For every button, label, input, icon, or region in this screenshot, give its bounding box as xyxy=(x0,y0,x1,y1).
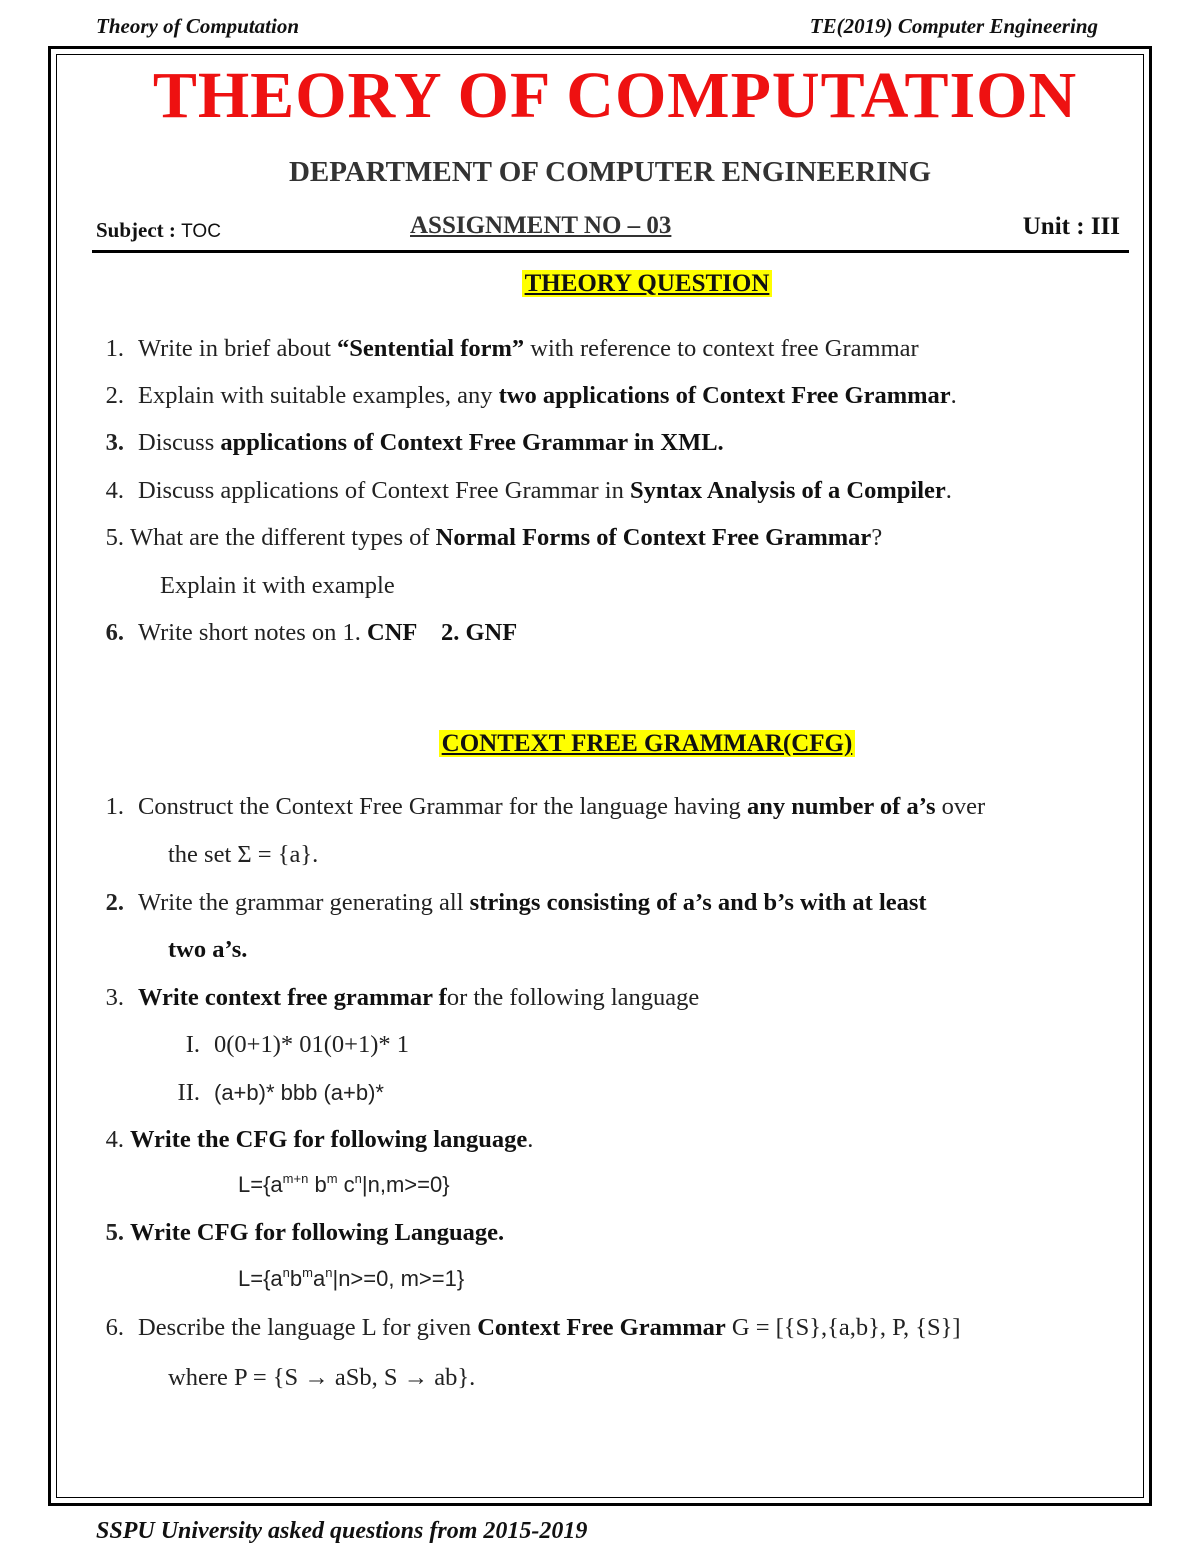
expression: (a+b)* bbb (a+b)* xyxy=(214,1080,384,1105)
question-text: over xyxy=(935,793,986,820)
formula-part: |n>=0, m>=1} xyxy=(332,1266,465,1291)
formula-part: b xyxy=(289,1266,303,1291)
theory-question-1 xyxy=(80,335,919,363)
question-number: 4. xyxy=(105,477,124,504)
question-text: Write the grammar generating all xyxy=(138,889,470,916)
question-text: Write short notes on 1. xyxy=(138,619,368,646)
question-text: . xyxy=(950,382,957,409)
question-number: 2. xyxy=(105,382,124,409)
cfg-question-4 xyxy=(80,1126,533,1154)
formula-exponent: n xyxy=(354,1171,362,1186)
question-number: 1. xyxy=(105,335,124,362)
formula-exponent: n xyxy=(325,1265,333,1280)
question-emphasis: Write context free grammar f xyxy=(138,984,447,1011)
question-number: 6. xyxy=(105,1314,124,1341)
question-number: 6. xyxy=(105,619,124,646)
running-header-left: Theory of Computation xyxy=(96,14,300,38)
cfg-question-2-line2 xyxy=(168,936,247,964)
cfg-question-3 xyxy=(80,984,699,1012)
unit-label: Unit : xyxy=(1022,213,1085,240)
theory-question-3 xyxy=(80,429,724,457)
theory-section-heading xyxy=(0,270,1200,298)
formula-part: L={a xyxy=(238,1172,283,1197)
question-text: Construct the Context Free Grammar for the language having xyxy=(138,793,747,820)
assignment-number: ASSIGNMENT NO – 03 xyxy=(410,212,672,239)
question-text: Discuss applications of Context Free Grammar in xyxy=(138,477,630,504)
cfg-question-2 xyxy=(80,889,927,917)
formula-part: a xyxy=(313,1266,326,1291)
formula-exponent: m xyxy=(302,1265,313,1280)
question-text: G = [{S},{a,b}, P, {S}] xyxy=(725,1314,961,1341)
question-number: 5. xyxy=(105,1219,124,1246)
question-number: 3. xyxy=(105,429,124,456)
question-emphasis: Write CFG for following Language. xyxy=(130,1219,505,1246)
subject-label: Subject : xyxy=(96,218,176,242)
cfg-question-5-formula xyxy=(238,1266,464,1292)
formula-exponent: n xyxy=(282,1265,290,1280)
question-number: 3. xyxy=(105,984,124,1011)
question-text: or the following language xyxy=(446,984,700,1011)
theory-question-5 xyxy=(80,524,882,552)
question-emphasis: Context Free Grammar xyxy=(477,1314,726,1341)
question-emphasis: “Sentential form” xyxy=(337,335,525,362)
subject-value: TOC xyxy=(181,221,221,242)
cfg-question-4-formula xyxy=(238,1172,450,1198)
cfg-question-3-item-2 xyxy=(150,1079,384,1107)
question-emphasis: Syntax Analysis of a Compiler xyxy=(629,477,946,504)
question-text: Describe the language L for given xyxy=(138,1314,478,1341)
cfg-question-1 xyxy=(80,793,985,821)
question-emphasis: Write the CFG for following language xyxy=(130,1126,528,1153)
question-text: . xyxy=(527,1126,534,1153)
formula-exponent: m+n xyxy=(282,1171,309,1186)
theory-question-2 xyxy=(80,382,957,410)
roman-numeral: I. xyxy=(185,1031,200,1058)
question-emphasis: any number of a’s xyxy=(746,793,936,820)
question-text: ? xyxy=(871,524,883,551)
cfg-heading-text: CONTEXT FREE GRAMMAR(CFG) xyxy=(439,730,856,757)
question-emphasis: applications of Context Free Grammar in XML. xyxy=(220,429,724,456)
formula-part: c xyxy=(337,1172,355,1197)
unit-value: III xyxy=(1090,213,1120,240)
question-number: 4. xyxy=(105,1126,124,1153)
unit-line xyxy=(1023,213,1120,241)
question-emphasis: two applications of Context Free Grammar xyxy=(498,382,951,409)
page-footer: SSPU University asked questions from 2015-2019 xyxy=(96,1518,588,1544)
question-emphasis: CNF 2. GNF xyxy=(367,619,518,646)
theory-question-6 xyxy=(80,619,517,647)
question-number: 2. xyxy=(105,889,124,916)
formula-part: |n,m>=0} xyxy=(361,1172,450,1197)
question-number: 5. xyxy=(105,524,124,551)
running-header-right: TE(2019) Computer Engineering xyxy=(809,14,1098,38)
question-text: What are the different types of xyxy=(130,524,436,551)
subject-line xyxy=(96,218,221,243)
department-heading: DEPARTMENT OF COMPUTER ENGINEERING xyxy=(288,156,932,188)
theory-question-4 xyxy=(80,477,952,505)
question-text: . xyxy=(945,477,952,504)
cfg-question-5 xyxy=(80,1219,504,1247)
roman-numeral: II. xyxy=(177,1079,200,1106)
question-emphasis: strings consisting of a’s and b’s with at least xyxy=(469,889,927,916)
cfg-question-6-line2: where P = {S → aSb, S → ab}. xyxy=(168,1364,476,1391)
question-emphasis: Normal Forms of Context Free Grammar xyxy=(435,524,872,551)
question-text: Explain with suitable examples, any xyxy=(138,382,499,409)
header-divider xyxy=(92,250,1129,253)
question-emphasis: two a’s. xyxy=(168,936,248,963)
expression: 0(0+1)* 01(0+1)* 1 xyxy=(214,1031,410,1058)
formula-part: b xyxy=(308,1172,327,1197)
question-text: with reference to context free Grammar xyxy=(524,335,919,362)
page-title: THEORY OF COMPUTATION xyxy=(152,59,1078,132)
formula-part: L={a xyxy=(238,1266,283,1291)
question-number: 1. xyxy=(105,793,124,820)
formula-exponent: m xyxy=(326,1171,338,1186)
question-text: Write in brief about xyxy=(138,335,338,362)
theory-question-5-continuation: Explain it with example xyxy=(160,572,395,599)
cfg-section-heading xyxy=(0,730,1200,758)
cfg-question-1-line2: the set Σ = {a}. xyxy=(168,841,319,868)
cfg-question-3-item-1 xyxy=(150,1031,409,1059)
cfg-question-6 xyxy=(80,1314,961,1342)
question-text: Discuss xyxy=(138,429,221,456)
theory-heading-text: THEORY QUESTION xyxy=(522,270,773,297)
